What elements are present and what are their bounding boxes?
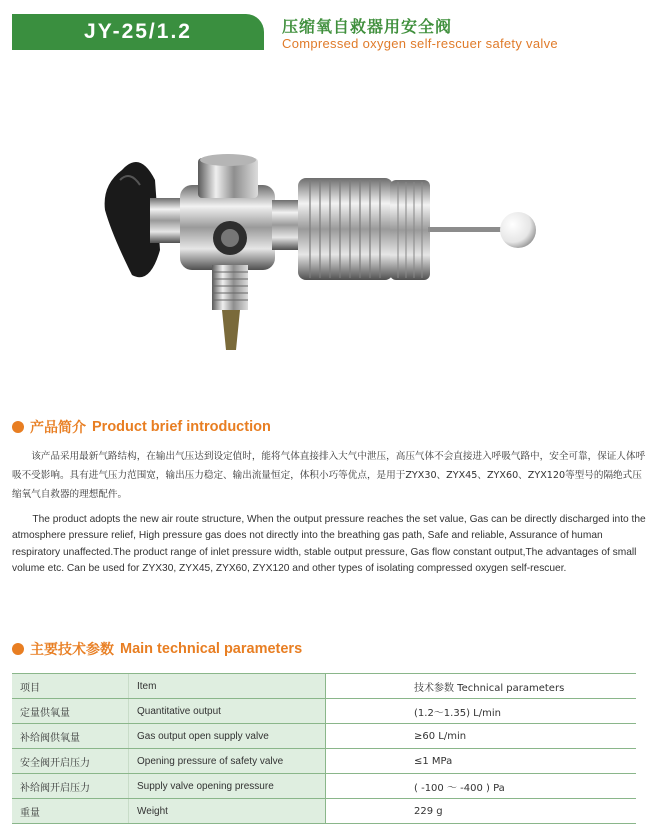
params-heading-cn: 主要技术参数 xyxy=(30,642,114,658)
table-row xyxy=(12,724,636,749)
brief-heading-cn: 产品简介 xyxy=(30,420,86,436)
brief-paragraph-en: The product adopts the new air route structure, When the output pressure reaches the set value, Gas can be directly discharged into the atmosphere pressure relief, High pressure gas does not directly into the breathing gas path, Safe and reliable, Assurance of human respiratory unaffected.The product range of inlet pressure width, stable output pressure, Gas flow constant output,The advantages of small volume etc. Can be used for ZYX30, ZYX45, ZYX60, ZYX120 and other types of isolating compressed oxygen self-rescuer. xyxy=(12,514,646,574)
model-badge xyxy=(12,14,264,50)
table-cell: 重量 xyxy=(12,799,129,824)
product-photo xyxy=(100,150,540,360)
table-cell: 技术参数 Technical parameters xyxy=(326,674,637,699)
table-cell: 补给阀开启压力 xyxy=(12,774,129,799)
table-cell: Item xyxy=(129,674,326,699)
table-cell: 定量供氧量 xyxy=(12,699,129,724)
table-cell: Weight xyxy=(129,799,326,824)
table-cell: 补给阀供氧量 xyxy=(12,724,129,749)
table-cell: ≥60 L/min xyxy=(326,724,637,749)
table-cell: 安全阀开启压力 xyxy=(12,749,129,774)
table-row xyxy=(12,674,636,699)
table-row xyxy=(12,699,636,724)
bullet-dot-icon xyxy=(12,421,24,433)
table-cell: 229 g xyxy=(326,799,637,824)
table-cell: ≤1 MPa xyxy=(326,749,637,774)
table-cell: (1.2～1.35) L/min xyxy=(326,699,637,724)
params-heading-en: Main technical parameters xyxy=(120,641,303,657)
table-cell: Gas output open supply valve xyxy=(129,724,326,749)
table-cell: Supply valve opening pressure xyxy=(129,774,326,799)
brief-heading xyxy=(12,417,271,437)
table-cell: Opening pressure of safety valve xyxy=(129,749,326,774)
table-row xyxy=(12,749,636,774)
product-title-en: Compressed oxygen self-rescuer safety valve xyxy=(282,36,558,51)
table-row xyxy=(12,799,636,824)
table-cell: Quantitative output xyxy=(129,699,326,724)
product-title-cn: 压缩氧自救器用安全阀 xyxy=(282,17,453,36)
bullet-dot-icon xyxy=(12,643,24,655)
table-cell: 项目 xyxy=(12,674,129,699)
params-table xyxy=(12,673,636,824)
params-heading xyxy=(12,639,302,659)
brief-paragraph-cn: 该产品采用最新气路结构，在输出气压达到设定值时，能将气体直接排入大气中泄压，高压气体不会直接进入呼吸气路中，安全可靠，保证人体呼吸不受影响。具有进气压力范围宽，输出压力稳定、输出流量恒定，体积小巧等优点，是用于ZYX30、ZYX45、ZYX60、ZYX120等型号的隔绝式压缩氧气自救器的理想配件。 xyxy=(12,451,646,500)
table-cell: ( -100 ～ -400 ) Pa xyxy=(326,774,637,799)
brief-heading-en: Product brief introduction xyxy=(92,419,271,435)
table-row xyxy=(12,774,636,799)
model-number: JY-25/1.2 xyxy=(84,20,192,43)
